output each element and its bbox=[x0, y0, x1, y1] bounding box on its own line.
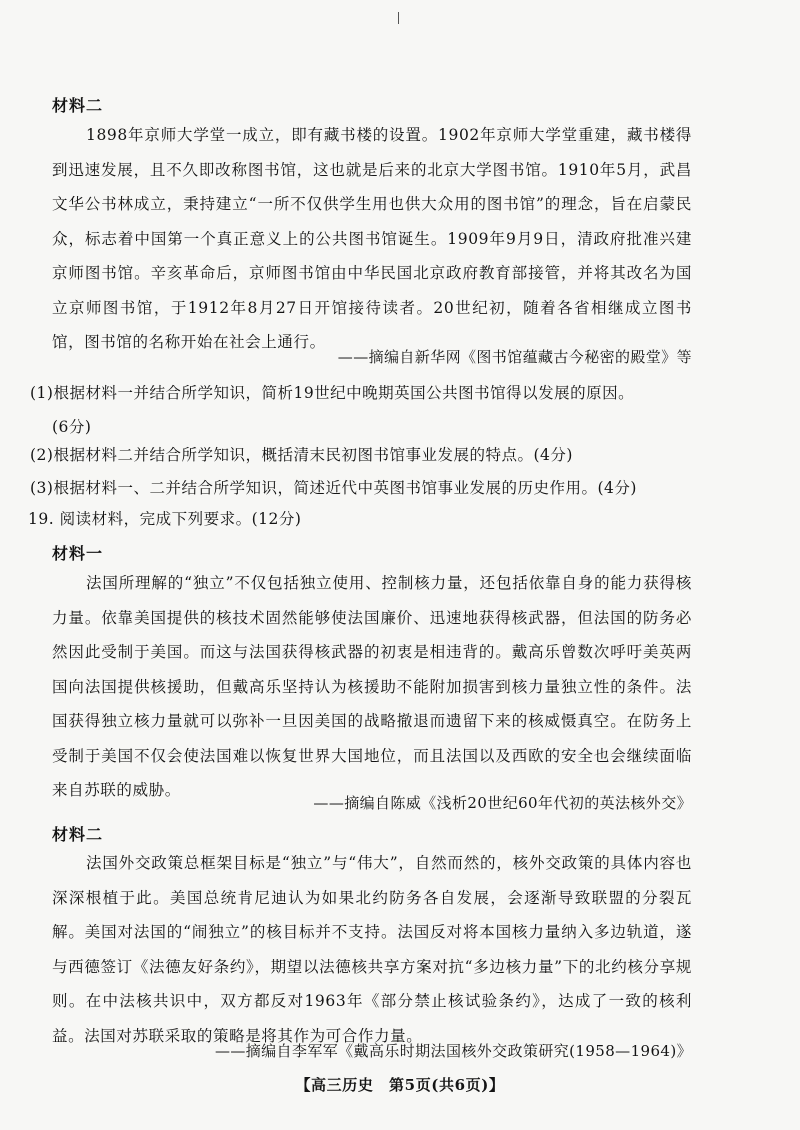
material-source: ——摘编自新华网《图书馆蕴藏古今秘密的殿堂》等 bbox=[337, 348, 692, 366]
question-18-1 bbox=[30, 376, 692, 444]
question-18-2 bbox=[30, 438, 692, 472]
material-heading: 材料一 bbox=[52, 544, 104, 563]
material-paragraph: 法国所理解的“独立”不仅包括独立使用、控制核力量，还包括依靠自身的能力获得核力量。依靠美国提供的核技术固然能够使法国廉价、迅速地获得核武器，但法国的防务必然因此受制于美国。而这与法国获得核武器的初衷是相违背的。戴高乐曾数次呼吁美英两国向法国提供核援助，但戴高乐坚持认为核援助不能附加损害到核力量独立性的条件。法国获得独立核力量就可以弥补一旦因美国的战略撤退而遗留下来的核威慑真空。在防务上受制于美国不仅会使法国难以恢复世界大国地位，而且法国以及西欧的安全也会继续面临来自苏联的威胁。 bbox=[52, 574, 692, 799]
question-18-3 bbox=[30, 471, 692, 505]
page-footer: 【高三历史 第5页(共6页)】 bbox=[295, 1076, 505, 1094]
question-text: (2)根据材料二并结合所学知识，概括清末民初图书馆事业发展的特点。(4分) bbox=[30, 446, 573, 464]
material-paragraph: 法国外交政策总框架目标是“独立”与“伟大”，自然而然的，核外交政策的具体内容也深深根植于此。美国总统肯尼迪认为如果北约防务各自发展，会逐渐导致联盟的分裂瓦解。美国对法国的“闹独立”的核目标并不支持。法国反对将本国核力量纳入多边轨道，遂与西德签订《法德友好条约》，期望以法德核共享方案对抗“多边核力量”下的北约核分享规则。在中法核共识中，双方都反对1963年《部分禁止核试验条约》，达成了一致的核利益。法国对苏联采取的策略是将其作为可合作力量。 bbox=[52, 854, 692, 1045]
material-heading: 材料二 bbox=[52, 825, 104, 844]
question-text: (3)根据材料一、二并结合所学知识，简述近代中英图书馆事业发展的历史作用。(4分) bbox=[30, 479, 637, 497]
material-paragraph: 1898年京师大学堂一成立，即有藏书楼的设置。1902年京师大学堂重建，藏书楼得到迅速发展，且不久即改称图书馆，这也就是后来的北京大学图书馆。1910年5月，武昌文华公书林成立，秉持建立“一所不仅供学生用也供大众用的图书馆”的理念，旨在启蒙民众，标志着中国第一个真正意义上的公共图书馆诞生。1909年9月9日，清政府批准兴建京师图书馆。辛亥革命后，京师图书馆由中华民国北京政府教育部接管，并将其改名为国立京师图书馆，于1912年8月27日开馆接待读者。20世纪初，随着各省相继成立图书馆，图书馆的名称开始在社会上通行。 bbox=[52, 126, 692, 351]
material-source: ——摘编自陈威《浅析20世纪60年代初的英法核外交》 bbox=[313, 794, 692, 812]
top-mark bbox=[398, 12, 399, 24]
question-score: (6分) bbox=[52, 418, 92, 436]
material-source: ——摘编自李军军《戴高乐时期法国核外交政策研究(1958—1964)》 bbox=[214, 1042, 692, 1060]
question-19-title: 19. 阅读材料，完成下列要求。(12分) bbox=[28, 510, 302, 528]
material-heading: 材料二 bbox=[52, 96, 104, 115]
question-text: (1)根据材料一并结合所学知识，简析19世纪中晚期英国公共图书馆得以发展的原因。 bbox=[30, 384, 635, 402]
